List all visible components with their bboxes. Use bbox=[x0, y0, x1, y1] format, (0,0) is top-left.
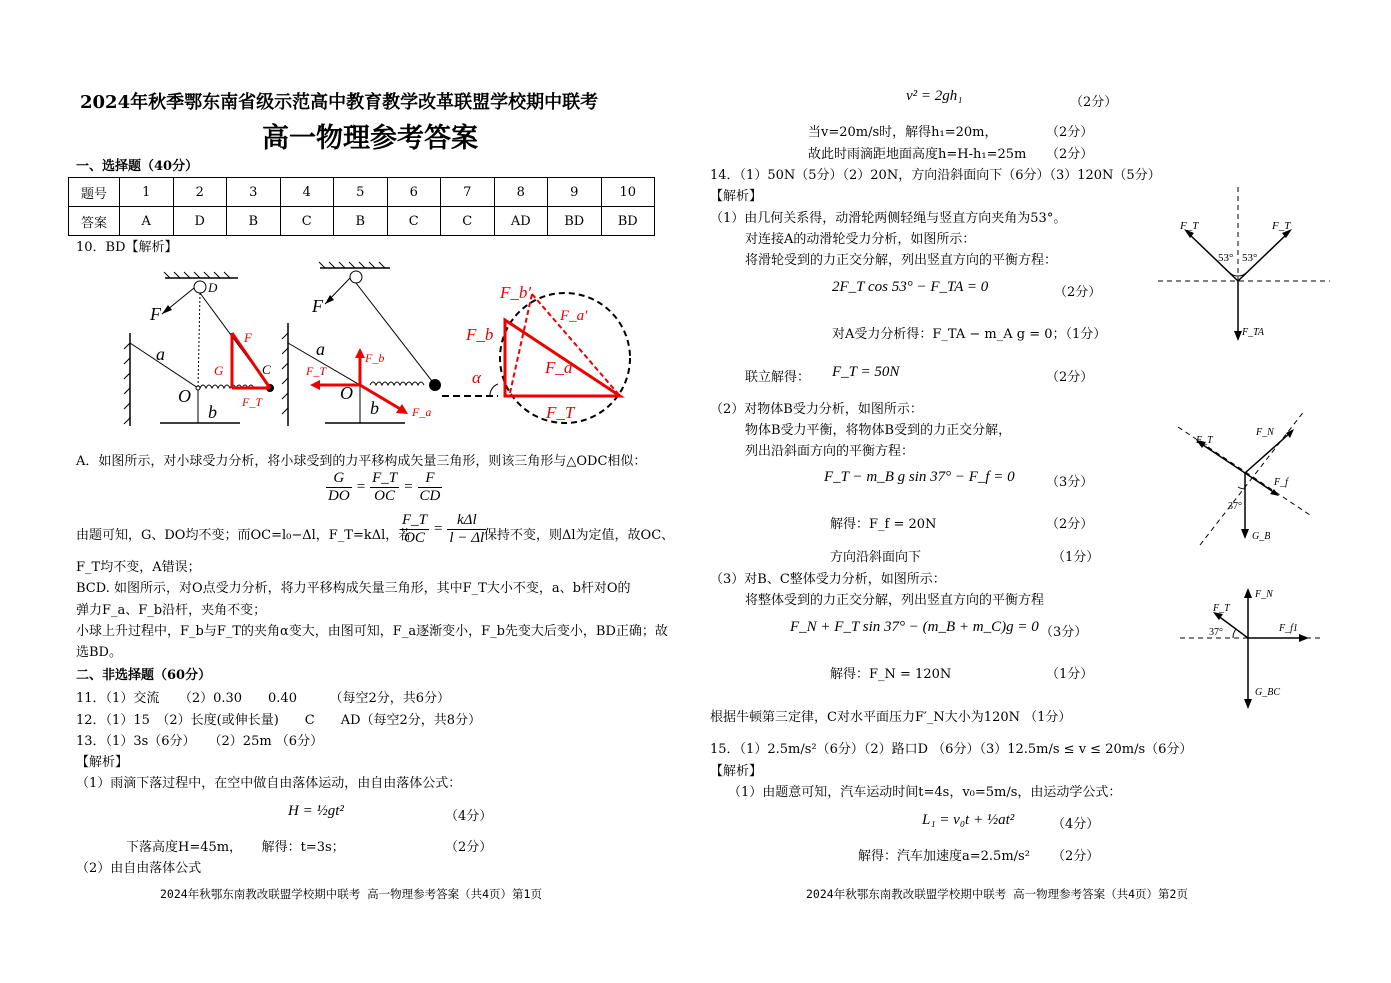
fig3-label-GB: G_B bbox=[1252, 531, 1271, 542]
line-height-score: （2分） bbox=[1046, 147, 1094, 162]
q14-jiexi: 【解析】 bbox=[710, 189, 763, 204]
eq-num-f: F bbox=[418, 470, 443, 488]
bc-system-force-figure bbox=[1175, 585, 1325, 715]
eq-den: OC bbox=[404, 530, 425, 546]
q14-3b: 将整体受到的力正交分解，列出竖直方向的平衡方程 bbox=[745, 593, 1045, 608]
pulley-force-figure bbox=[1150, 185, 1340, 345]
title-line-1: 2024年秋季鄂东南省级示范高中教育教学改革联盟学校期中联考 bbox=[80, 92, 599, 113]
fig-label-O: O bbox=[178, 386, 191, 406]
q14-eq3-score: （2分） bbox=[1046, 370, 1094, 385]
fig-label-Fa: F_a bbox=[412, 405, 432, 419]
q14-direction-score: （1分） bbox=[1052, 550, 1100, 565]
table-cell: BD bbox=[548, 207, 602, 236]
fig-label-b: b bbox=[208, 402, 217, 422]
fig4-label-FT: F_T bbox=[1213, 603, 1230, 614]
q14-eq5: 解得：F_f = 20N bbox=[830, 517, 937, 532]
table-cell: D bbox=[173, 207, 227, 236]
line-when-score: （2分） bbox=[1046, 125, 1094, 140]
q13-eq1-score: （4分） bbox=[445, 809, 493, 824]
section-2-heading: 二、非选择题（60分） bbox=[76, 668, 212, 683]
fig-label-G: G bbox=[214, 363, 224, 378]
fig3-label-Ff: F_f bbox=[1274, 477, 1288, 488]
q15-jiexi: 【解析】 bbox=[710, 764, 763, 779]
fig-label-a2: a bbox=[316, 339, 325, 359]
line-B-4: 选BD。 bbox=[76, 645, 122, 660]
fig2-label-53-left: 53° bbox=[1218, 252, 1234, 264]
fig4-label-Ff1: F_f1 bbox=[1279, 623, 1298, 634]
fig-label-alpha: α bbox=[472, 368, 481, 387]
fig4-label-GBC: G_BC bbox=[1255, 687, 1280, 698]
q14-eq1: 2F_T cos 53° − F_TA = 0 bbox=[832, 279, 989, 295]
q14-1a: （1）由几何关系得，动滑轮两侧轻绳与竖直方向夹角为53°。 bbox=[710, 211, 1067, 226]
fig-label-b2: b bbox=[370, 398, 379, 418]
q13-eq1: H = ½gt² bbox=[288, 803, 344, 819]
eq-similar-triangle: $\frac{G}{DO}$ = $\frac{F\_T}{OC}$ = $\frac{F}{CD}$ bbox=[328, 470, 441, 504]
q12-answer: 12．（1）15 （2）长度(或伸长量) C AD（每空2分，共8分） bbox=[76, 713, 482, 728]
middle-diagram bbox=[282, 262, 441, 426]
fig-label-Fb-3: F_b bbox=[466, 325, 494, 344]
fig-label-a: a bbox=[156, 344, 165, 364]
q15-result-score: （2分） bbox=[1052, 849, 1100, 864]
table-header-number: 题号 bbox=[69, 178, 120, 207]
line-when: 当v=20m/s时，解得h₁=20m， bbox=[808, 125, 998, 140]
q10-figure bbox=[120, 258, 640, 428]
q11-answer: 11．（1）交流 （2）0.30 0.40 （每空2分，共6分） bbox=[76, 691, 451, 706]
table-cell: 10 bbox=[601, 178, 655, 207]
fig2-label-FTA: F_TA bbox=[1242, 327, 1265, 338]
q14-eq3: F_T = 50N bbox=[832, 364, 900, 380]
fig-label-FT-3: F_T bbox=[546, 403, 575, 422]
q14-eq6-score: （3分） bbox=[1040, 625, 1088, 640]
q14-eq4-score: （3分） bbox=[1046, 475, 1094, 490]
footer-page2: 2024年秋鄂东南教改联盟学校期中联考 高一物理参考答案（共4页）第2页 bbox=[806, 887, 1188, 901]
eq-num-ft: F_T bbox=[372, 470, 398, 486]
q14-answer: 14．（1）50N（5分）（2）20N，方向沿斜面向下（6分）（3）120N（5分） bbox=[710, 168, 1161, 183]
fig3-label-FN: F_N bbox=[1256, 427, 1274, 438]
vector-triangle-circle bbox=[465, 283, 630, 423]
q14-eq2: 对A受力分析得：F_TA − m_A g = 0；（1分） bbox=[832, 327, 1107, 342]
eq-num: kΔl bbox=[447, 512, 486, 530]
fig-label-Fa-prime: F_a′ bbox=[560, 308, 588, 324]
table-header-answer: 答案 bbox=[69, 207, 120, 236]
fig2-label-53-right: 53° bbox=[1242, 252, 1258, 264]
line-A-2b: 保持不变，则Δl为定值，故OC、 bbox=[484, 528, 675, 543]
eq-num-g: G bbox=[326, 470, 352, 488]
q13-part2: （2）由自由落体公式 bbox=[76, 861, 202, 876]
q13-result1-score: （2分） bbox=[445, 840, 493, 855]
q14-3a: （3）对B、C整体受力分析，如图所示： bbox=[710, 572, 946, 587]
fig-label-O2: O bbox=[340, 383, 353, 403]
fig4-label-37: 37° bbox=[1209, 627, 1223, 638]
q15-eq1-score: （4分） bbox=[1052, 817, 1100, 832]
page-title: 高一物理参考答案 bbox=[262, 123, 478, 154]
table-cell: 5 bbox=[334, 178, 388, 207]
fig-label-D: D bbox=[208, 280, 218, 295]
eq-ratio: $\frac{F\_T}{OC}$ = $\frac{\text{kΔl}}{l - \Delta l}$ bbox=[402, 512, 485, 546]
line-A-3: F_T均不变，A错误； bbox=[76, 560, 201, 575]
table-cell: 8 bbox=[494, 178, 548, 207]
table-cell: B bbox=[227, 207, 281, 236]
eq-v2: v² = 2gh₁ bbox=[906, 88, 963, 104]
table-cell: 7 bbox=[441, 178, 495, 207]
table-cell: 9 bbox=[548, 178, 602, 207]
fig-label-FT: F_T bbox=[242, 395, 263, 409]
table-row bbox=[69, 207, 655, 236]
table-cell: C bbox=[441, 207, 495, 236]
table-cell: 3 bbox=[227, 178, 281, 207]
q14-newton: 根据牛顿第三定律，C对水平面压力F′_N大小为120N （1分） bbox=[710, 710, 1072, 725]
q14-1b: 对连接A的动滑轮受力分析，如图所示： bbox=[745, 232, 976, 247]
q14-eq7: 解得：F_N = 120N bbox=[830, 667, 952, 682]
q14-eq4: F_T − m_B g sin 37° − F_f = 0 bbox=[824, 469, 1015, 485]
line-B-1: BCD. 如图所示，对O点受力分析，将力平移构成矢量三角形，其中F_T大小不变，a、b杆对O的 bbox=[76, 581, 631, 596]
line-B-2: 弹力F_a、F_b沿杆，夹角不变； bbox=[76, 603, 267, 618]
table-cell: C bbox=[387, 207, 441, 236]
q15-result: 解得：汽车加速度a=2.5m/s² bbox=[858, 849, 1030, 864]
q13-result1: 下落高度H=45m， 解得：t=3s； bbox=[126, 840, 345, 855]
answer-table bbox=[68, 177, 655, 236]
fig-label-FT2: F_T bbox=[306, 364, 327, 378]
fig-label-F-red: F bbox=[244, 330, 252, 345]
q14-eq5-score: （2分） bbox=[1046, 517, 1094, 532]
table-cell: C bbox=[280, 207, 334, 236]
eq-den-cd: CD bbox=[419, 488, 441, 504]
line-A-1: A．如图所示，对小球受力分析，将小球受到的力平移构成矢量三角形，则该三角形与△ODC相似： bbox=[76, 454, 647, 469]
eq-num: F_T bbox=[402, 512, 428, 528]
table-cell: 1 bbox=[120, 178, 174, 207]
section-1-heading: 一、选择题（40分） bbox=[76, 159, 199, 174]
q13-answer: 13．（1）3s（6分） （2）25m （6分） bbox=[76, 734, 324, 749]
q14-eq1-score: （2分） bbox=[1054, 285, 1102, 300]
table-cell: 6 bbox=[387, 178, 441, 207]
q14-direction: 方向沿斜面向下 bbox=[830, 550, 922, 565]
eq-den-oc: OC bbox=[374, 488, 395, 504]
q14-eq6: F_N + F_T sin 37° − (m_B + m_C)g = 0 bbox=[790, 619, 1039, 635]
eq-den-do: DO bbox=[328, 488, 350, 504]
fig3-label-FT: F_T bbox=[1196, 435, 1213, 446]
fig-label-F2: F bbox=[312, 296, 323, 316]
line-height: 故此时雨滴距地面高度h=H-h₁=25m bbox=[808, 147, 1027, 162]
eq-v2-score: （2分） bbox=[1070, 95, 1118, 110]
q15-answer: 15．（1）2.5m/s²（6分）（2）路口D （6分）（3）12.5m/s ≤ v ≤ 20m/s（6分） bbox=[710, 742, 1193, 757]
q14-2b: 物体B受力平衡，将物体B受到的力正交分解， bbox=[745, 423, 1012, 438]
q14-eq3-label: 联立解得： bbox=[745, 370, 811, 385]
table-cell: A bbox=[120, 207, 174, 236]
q10-heading: 10．BD【解析】 bbox=[76, 240, 178, 255]
fig-label-Fb: F_b bbox=[365, 351, 385, 365]
table-cell: 4 bbox=[280, 178, 334, 207]
fig-label-F: F bbox=[150, 304, 161, 324]
q13-jiexi: 【解析】 bbox=[76, 755, 129, 770]
fig-label-C: C bbox=[262, 362, 271, 377]
fig2-label-FT-left: F_T bbox=[1180, 220, 1199, 232]
fig-label-Fb-prime: F_b′ bbox=[500, 283, 532, 302]
table-row bbox=[69, 178, 655, 207]
line-B-3: 小球上升过程中，F_b与F_T的夹角α变大，由图可知，F_a逐渐变小，F_b先变大后变小，BD正确；故 bbox=[76, 624, 668, 639]
q13-part1: （1）雨滴下落过程中，在空中做自由落体运动，由自由落体公式： bbox=[76, 776, 462, 791]
q14-2c: 列出沿斜面方向的平衡方程： bbox=[745, 444, 915, 459]
eq-den: l − Δl bbox=[449, 530, 485, 546]
line-A-2a: 由题可知，G、DO均不变；而OC=l₀−Δl，F_T=kΔl，若 bbox=[76, 528, 412, 543]
q14-2a: （2）对物体B受力分析，如图所示： bbox=[710, 402, 923, 417]
left-diagram bbox=[124, 272, 274, 426]
q15-eq1: L₁ = v₀t + ½at² bbox=[922, 812, 1015, 828]
table-cell: BD bbox=[601, 207, 655, 236]
block-b-force-figure bbox=[1170, 405, 1320, 555]
q15-part1: （1）由题意可知，汽车运动时间t=4s，v₀=5m/s，由运动学公式： bbox=[728, 785, 1122, 800]
footer-page1: 2024年秋鄂东南教改联盟学校期中联考 高一物理参考答案（共4页）第1页 bbox=[160, 887, 542, 901]
fig2-label-FT-right: F_T bbox=[1272, 220, 1291, 232]
fig4-label-FN: F_N bbox=[1255, 589, 1273, 600]
table-cell: AD bbox=[494, 207, 548, 236]
fig-label-Fa-3: F_a bbox=[545, 358, 573, 377]
q14-1c: 将滑轮受到的力正交分解，列出竖直方向的平衡方程： bbox=[745, 253, 1058, 268]
table-cell: B bbox=[334, 207, 388, 236]
q14-eq7-score: （1分） bbox=[1046, 667, 1094, 682]
fig3-label-37: 37° bbox=[1228, 501, 1242, 512]
table-cell: 2 bbox=[173, 178, 227, 207]
